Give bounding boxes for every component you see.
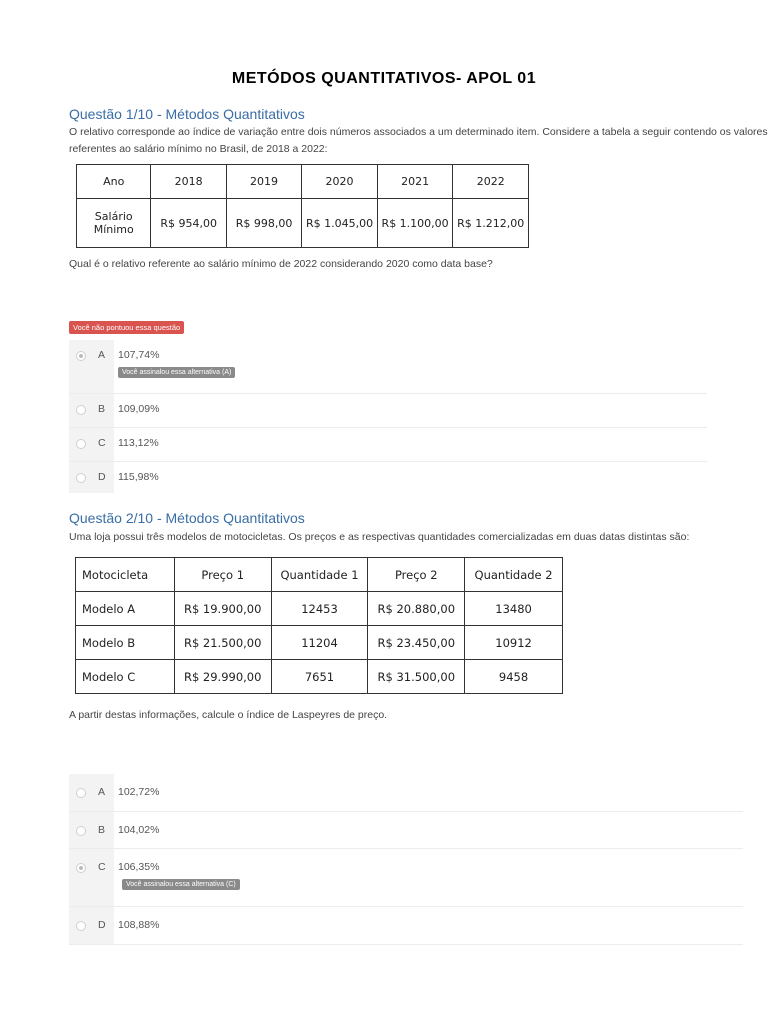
option-a[interactable] [69,774,743,812]
option-value: 115,98% [118,471,159,483]
radio-icon[interactable] [76,405,86,415]
question-2-prompt: A partir destas informações, calcule o índice de Laspeyres de preço. [69,709,388,721]
table-header-cell: Preço 2 [368,558,465,592]
radio-icon[interactable] [76,826,86,836]
option-value: 106,35% [118,861,160,873]
table-cell: R$ 1.212,00 [453,199,529,248]
option-letter: A [98,349,106,361]
table-header-cell: Preço 1 [174,558,271,592]
option-c[interactable] [69,849,743,907]
table-cell: R$ 19.900,00 [174,592,271,626]
table-header-cell: Quantidade 1 [271,558,368,592]
table-cell: 11204 [271,626,368,660]
table-cell: R$ 954,00 [151,199,226,248]
table-header-cell: 2022 [453,165,529,199]
option-value: 108,88% [118,919,160,931]
document-title: METÓDOS QUANTITATIVOS- APOL 01 [231,70,537,87]
radio-icon[interactable] [76,473,86,483]
table-cell: 9458 [465,660,563,694]
question-1-text-line2: referentes ao salário mínimo no Brasil, de 2018 a 2022: [69,143,328,155]
table-cell: R$ 23.450,00 [368,626,465,660]
table-cell: 10912 [465,626,563,660]
table-row [77,199,529,248]
table-header-cell: 2021 [377,165,453,199]
option-b[interactable] [69,812,743,849]
table-cell: R$ 31.500,00 [368,660,465,694]
radio-icon[interactable] [76,788,86,798]
table-header-cell: Quantidade 2 [465,558,563,592]
radio-icon[interactable] [76,921,86,931]
option-d[interactable] [69,462,707,493]
table-header-cell: Ano [77,165,151,199]
motorcycle-table [75,557,563,694]
table-cell: 12453 [271,592,368,626]
table-header-row [76,558,563,592]
option-letter: B [98,403,106,415]
option-letter: D [98,471,106,483]
selected-answer-badge: Você assinalou essa alternativa (C) [122,879,240,890]
option-value: 109,09% [118,403,160,415]
row-label-line2: Mínimo [93,223,134,236]
radio-selected-icon[interactable] [76,863,86,873]
question-1-text-line1: O relativo corresponde ao índice de variação entre dois números associados a um determinado item. Considere a tabela a seguir contendo os valores [69,126,768,138]
question-1-prompt: Qual é o relativo referente ao salário mínimo de 2022 considerando 2020 como data base? [69,258,493,270]
table-cell: 7651 [271,660,368,694]
option-letter: B [98,824,106,836]
table-cell: Modelo C [76,660,175,694]
question-2-options [69,774,743,945]
option-letter: C [98,437,106,449]
option-letter: C [98,861,106,873]
question-1-heading: Questão 1/10 - Métodos Quantitativos [69,106,305,122]
table-cell: R$ 21.500,00 [174,626,271,660]
radio-icon[interactable] [76,439,86,449]
table-row-label [77,199,151,248]
option-letter: D [98,919,106,931]
question-2-heading: Questão 2/10 - Métodos Quantitativos [69,510,305,526]
table-header-cell: Motocicleta [76,558,175,592]
table-cell: R$ 1.100,00 [377,199,453,248]
table-header-cell: 2018 [151,165,226,199]
option-a[interactable] [69,340,707,394]
table-cell: R$ 1.045,00 [302,199,378,248]
option-letter: A [98,786,106,798]
table-row [76,660,563,694]
selected-answer-badge: Você assinalou essa alternativa (A) [118,367,235,378]
table-header-row [77,165,529,199]
option-value: 113,12% [118,437,159,449]
table-cell: R$ 20.880,00 [368,592,465,626]
radio-selected-icon[interactable] [76,351,86,361]
table-row [76,626,563,660]
table-header-cell: 2020 [302,165,378,199]
table-cell: Modelo A [76,592,175,626]
option-c[interactable] [69,428,707,462]
table-cell: 13480 [465,592,563,626]
option-d[interactable] [69,907,743,945]
option-b[interactable] [69,394,707,428]
table-cell: Modelo B [76,626,175,660]
table-cell: R$ 998,00 [226,199,301,248]
table-header-cell: 2019 [226,165,301,199]
option-value: 104,02% [118,824,160,836]
option-value: 107,74% [118,349,160,361]
row-label-line1: Salário [94,210,133,223]
score-status-badge: Você não pontuou essa questão [69,321,184,334]
minimum-wage-table [76,164,529,248]
option-value: 102,72% [118,786,160,798]
table-cell: R$ 29.990,00 [174,660,271,694]
question-1-options [69,340,707,493]
table-row [76,592,563,626]
question-2-text: Uma loja possui três modelos de motocicletas. Os preços e as respectivas quantidades comercializadas em duas datas distintas são: [69,531,690,543]
